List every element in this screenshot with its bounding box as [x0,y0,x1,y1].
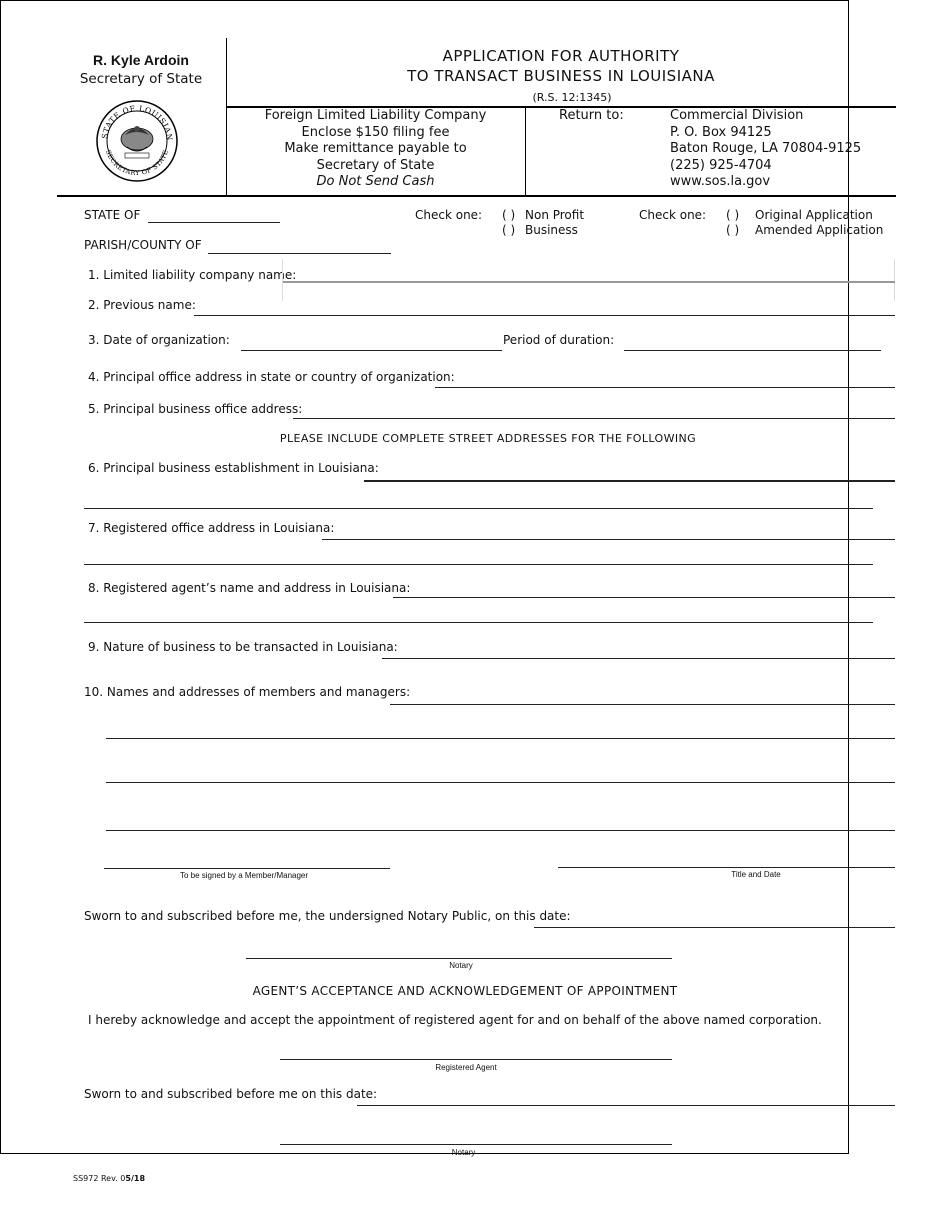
return-phone: (225) 925-4704 [670,157,772,173]
remittance-note: Make remittance payable to [284,141,467,156]
svg-text:SECRETARY OF STATE: SECRETARY OF STATE [104,148,171,178]
amended-application-label: Amended Application [755,223,884,237]
members-managers-field-line3[interactable] [106,782,895,783]
form-revision [73,1174,145,1183]
registered-office-field-line2[interactable] [84,564,873,565]
date-of-organization-label: 3. Date of organization: [88,333,230,347]
llc-name-label: 1. Limited liability company name: [88,268,297,282]
payee: Secretary of State [316,157,435,173]
nature-of-business-label: 9. Nature of business to be transacted in Louisiana: [88,640,398,654]
state-of-field[interactable] [148,222,280,223]
title-date-line[interactable] [558,867,895,868]
agent-acceptance-statement: I hereby acknowledge and accept the appointment of registered agent for and on behalf of the above named corporation. [88,1013,822,1027]
notary-1-caption: Notary [449,961,473,970]
parish-county-label: PARISH/COUNTY OF [84,238,202,252]
registered-agent-caption: Registered Agent [435,1063,497,1072]
original-application-checkbox[interactable]: ( ) [726,208,740,222]
members-managers-field[interactable] [390,704,895,705]
registered-office-label: 7. Registered office address in Louisiana: [88,521,335,535]
agent-acceptance-heading: AGENT’S ACCEPTANCE AND ACKNOWLEDGEMENT OF APPOINTMENT [252,984,678,998]
principal-business-office-field[interactable] [293,418,895,419]
members-managers-field-line2[interactable] [106,738,895,739]
state-of-label: STATE OF [84,208,141,222]
svg-text:STATE OF LOUISIANA: STATE OF LOUISIAN [100,103,175,142]
statute-ref: (R.S. 12:1345) [532,91,612,104]
previous-name-field[interactable] [194,315,895,316]
notary-2-caption: Notary [451,1148,476,1157]
registered-agent-label: 8. Registered agent’s name and address in Louisiana: [88,581,411,595]
members-managers-label: 10. Names and addresses of members and managers: [84,685,411,699]
members-managers-field-line4[interactable] [106,830,895,831]
principal-office-label: 4. Principal office address in state or country of organization: [88,370,455,384]
sworn-date-2-field[interactable] [357,1105,895,1106]
check-one-application-label: Check one: [639,208,707,222]
filing-fee: Enclose $150 filing fee [301,124,450,140]
non-profit-label: Non Profit [525,208,585,222]
sworn-date-1-field[interactable] [534,927,895,928]
principal-office-field[interactable] [435,387,895,388]
check-one-type-label: Check one: [415,208,483,222]
title-date-caption: Title and Date [731,870,781,879]
la-establishment-label: 6. Principal business establishment in Louisiana: [88,461,379,475]
nature-of-business-field[interactable] [382,658,895,659]
original-application-label: Original Application [755,208,873,222]
official-title: Secretary of State [79,71,203,87]
return-website: www.sos.la.gov [670,174,771,189]
amended-application-checkbox[interactable]: ( ) [726,223,740,237]
return-po-box: P. O. Box 94125 [670,124,772,140]
return-division: Commercial Division [670,108,804,123]
registered-agent-field[interactable] [393,597,895,598]
state-seal [95,99,179,187]
non-profit-checkbox[interactable]: ( ) [502,208,516,222]
sworn-statement-1: Sworn to and subscribed before me, the undersigned Notary Public, on this date: [84,909,571,923]
form-title-line2: TO TRANSACT BUSINESS IN LOUISIANA [407,67,715,85]
registered-agent-field-line2[interactable] [84,622,873,623]
no-cash-note: Do Not Send Cash [316,174,435,189]
la-establishment-field-line2[interactable] [84,508,873,509]
member-signature-caption: To be signed by a Member/Manager [179,871,309,880]
header-bottom-rule [57,195,896,197]
return-label: Return to: [559,108,624,123]
header-divider-right [525,106,526,195]
previous-name-label: 2. Previous name: [88,298,196,312]
return-city: Baton Rouge, LA 70804-9125 [670,141,862,156]
form-id: SS972 Rev. 0 [73,1174,126,1183]
form-title-line1: APPLICATION FOR AUTHORITY [442,47,680,65]
state-of-louisiana-seal-icon [95,99,179,183]
business-label: Business [525,223,578,237]
registered-agent-signature-line[interactable] [280,1059,672,1060]
member-signature-line[interactable] [104,868,390,869]
sworn-statement-2: Sworn to and subscribed before me on this date: [84,1087,378,1101]
entity-type: Foreign Limited Liability Company [264,108,487,123]
street-address-notice: PLEASE INCLUDE COMPLETE STREET ADDRESSES FOR THE FOLLOWING [279,432,697,445]
business-checkbox[interactable]: ( ) [502,223,516,237]
form-revision-date: 5/18 [125,1174,146,1183]
principal-business-office-label: 5. Principal business office address: [88,402,303,416]
notary-1-signature-line[interactable] [246,958,672,959]
llc-name-underline [283,281,895,283]
date-of-organization-field[interactable] [241,350,502,351]
official-name: R. Kyle Ardoin [93,52,189,68]
notary-2-signature-line[interactable] [280,1144,672,1145]
la-establishment-field[interactable] [364,480,895,482]
parish-county-field[interactable] [208,253,391,254]
registered-office-field[interactable] [322,539,895,540]
return-address [670,108,861,191]
period-of-duration-label: Period of duration: [503,333,615,347]
period-of-duration-field[interactable] [624,350,881,351]
entity-info [226,108,525,191]
llc-name-input[interactable] [282,259,895,301]
